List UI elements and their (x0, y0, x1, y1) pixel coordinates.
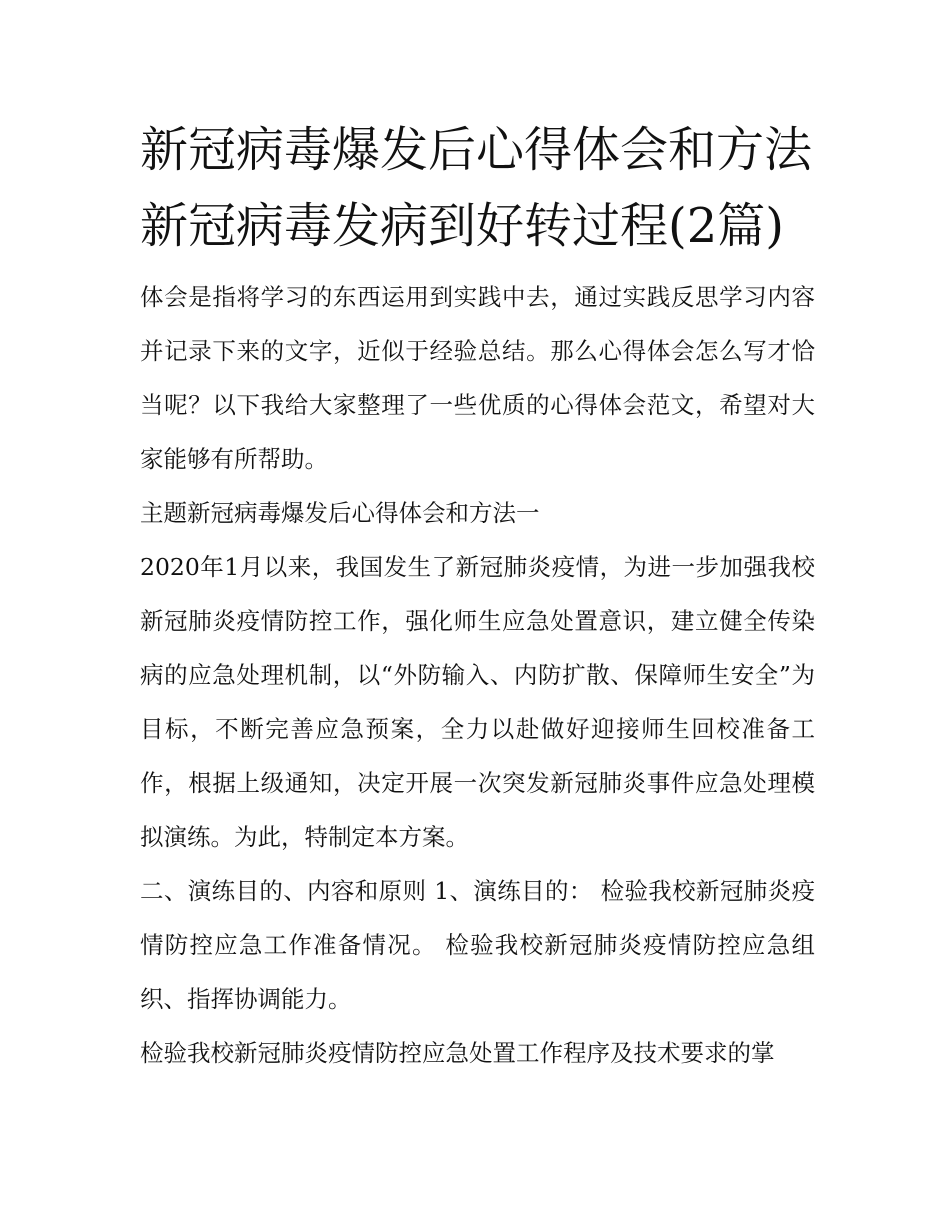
document-page (140, 112, 815, 1080)
body-paragraph: 二、演练目的、内容和原则 1、演练目的： 检验我校新冠肺炎疫情防控应急工作准备情况。 检验我校新冠肺炎疫情防控应急组织、指挥协调能力。 (140, 877, 815, 1013)
intro-paragraph: 体会是指将学习的东西运用到实践中去，通过实践反思学习内容并记录下来的文字，近似于经验总结。那么心得体会怎么写才恰当呢？以下我给大家整理了一些优质的心得体会范文，希望对大家能够有所帮助。 (140, 283, 815, 473)
body-paragraph: 2020年1月以来，我国发生了新冠肺炎疫情，为进一步加强我校新冠肺炎疫情防控工作，强化师生应急处置意识，建立健全传染病的应急处理机制，以“外防输入、内防扩散、保障师生安全”为目标，不断完善应急预案，全力以赴做好迎接师生回校准备工作，根据上级通知，决定开展一次突发新冠肺炎事件应急处理模拟演练。为此，特制定本方案。 (140, 553, 815, 851)
body-paragraph: 检验我校新冠肺炎疫情防控应急处置工作程序及技术要求的掌 (140, 1039, 775, 1067)
document-title: 新冠病毒爆发后心得体会和方法 新冠病毒发病到好转过程(2篇) (140, 122, 813, 254)
section-heading: 主题新冠病毒爆发后心得体会和方法一 (140, 499, 540, 527)
